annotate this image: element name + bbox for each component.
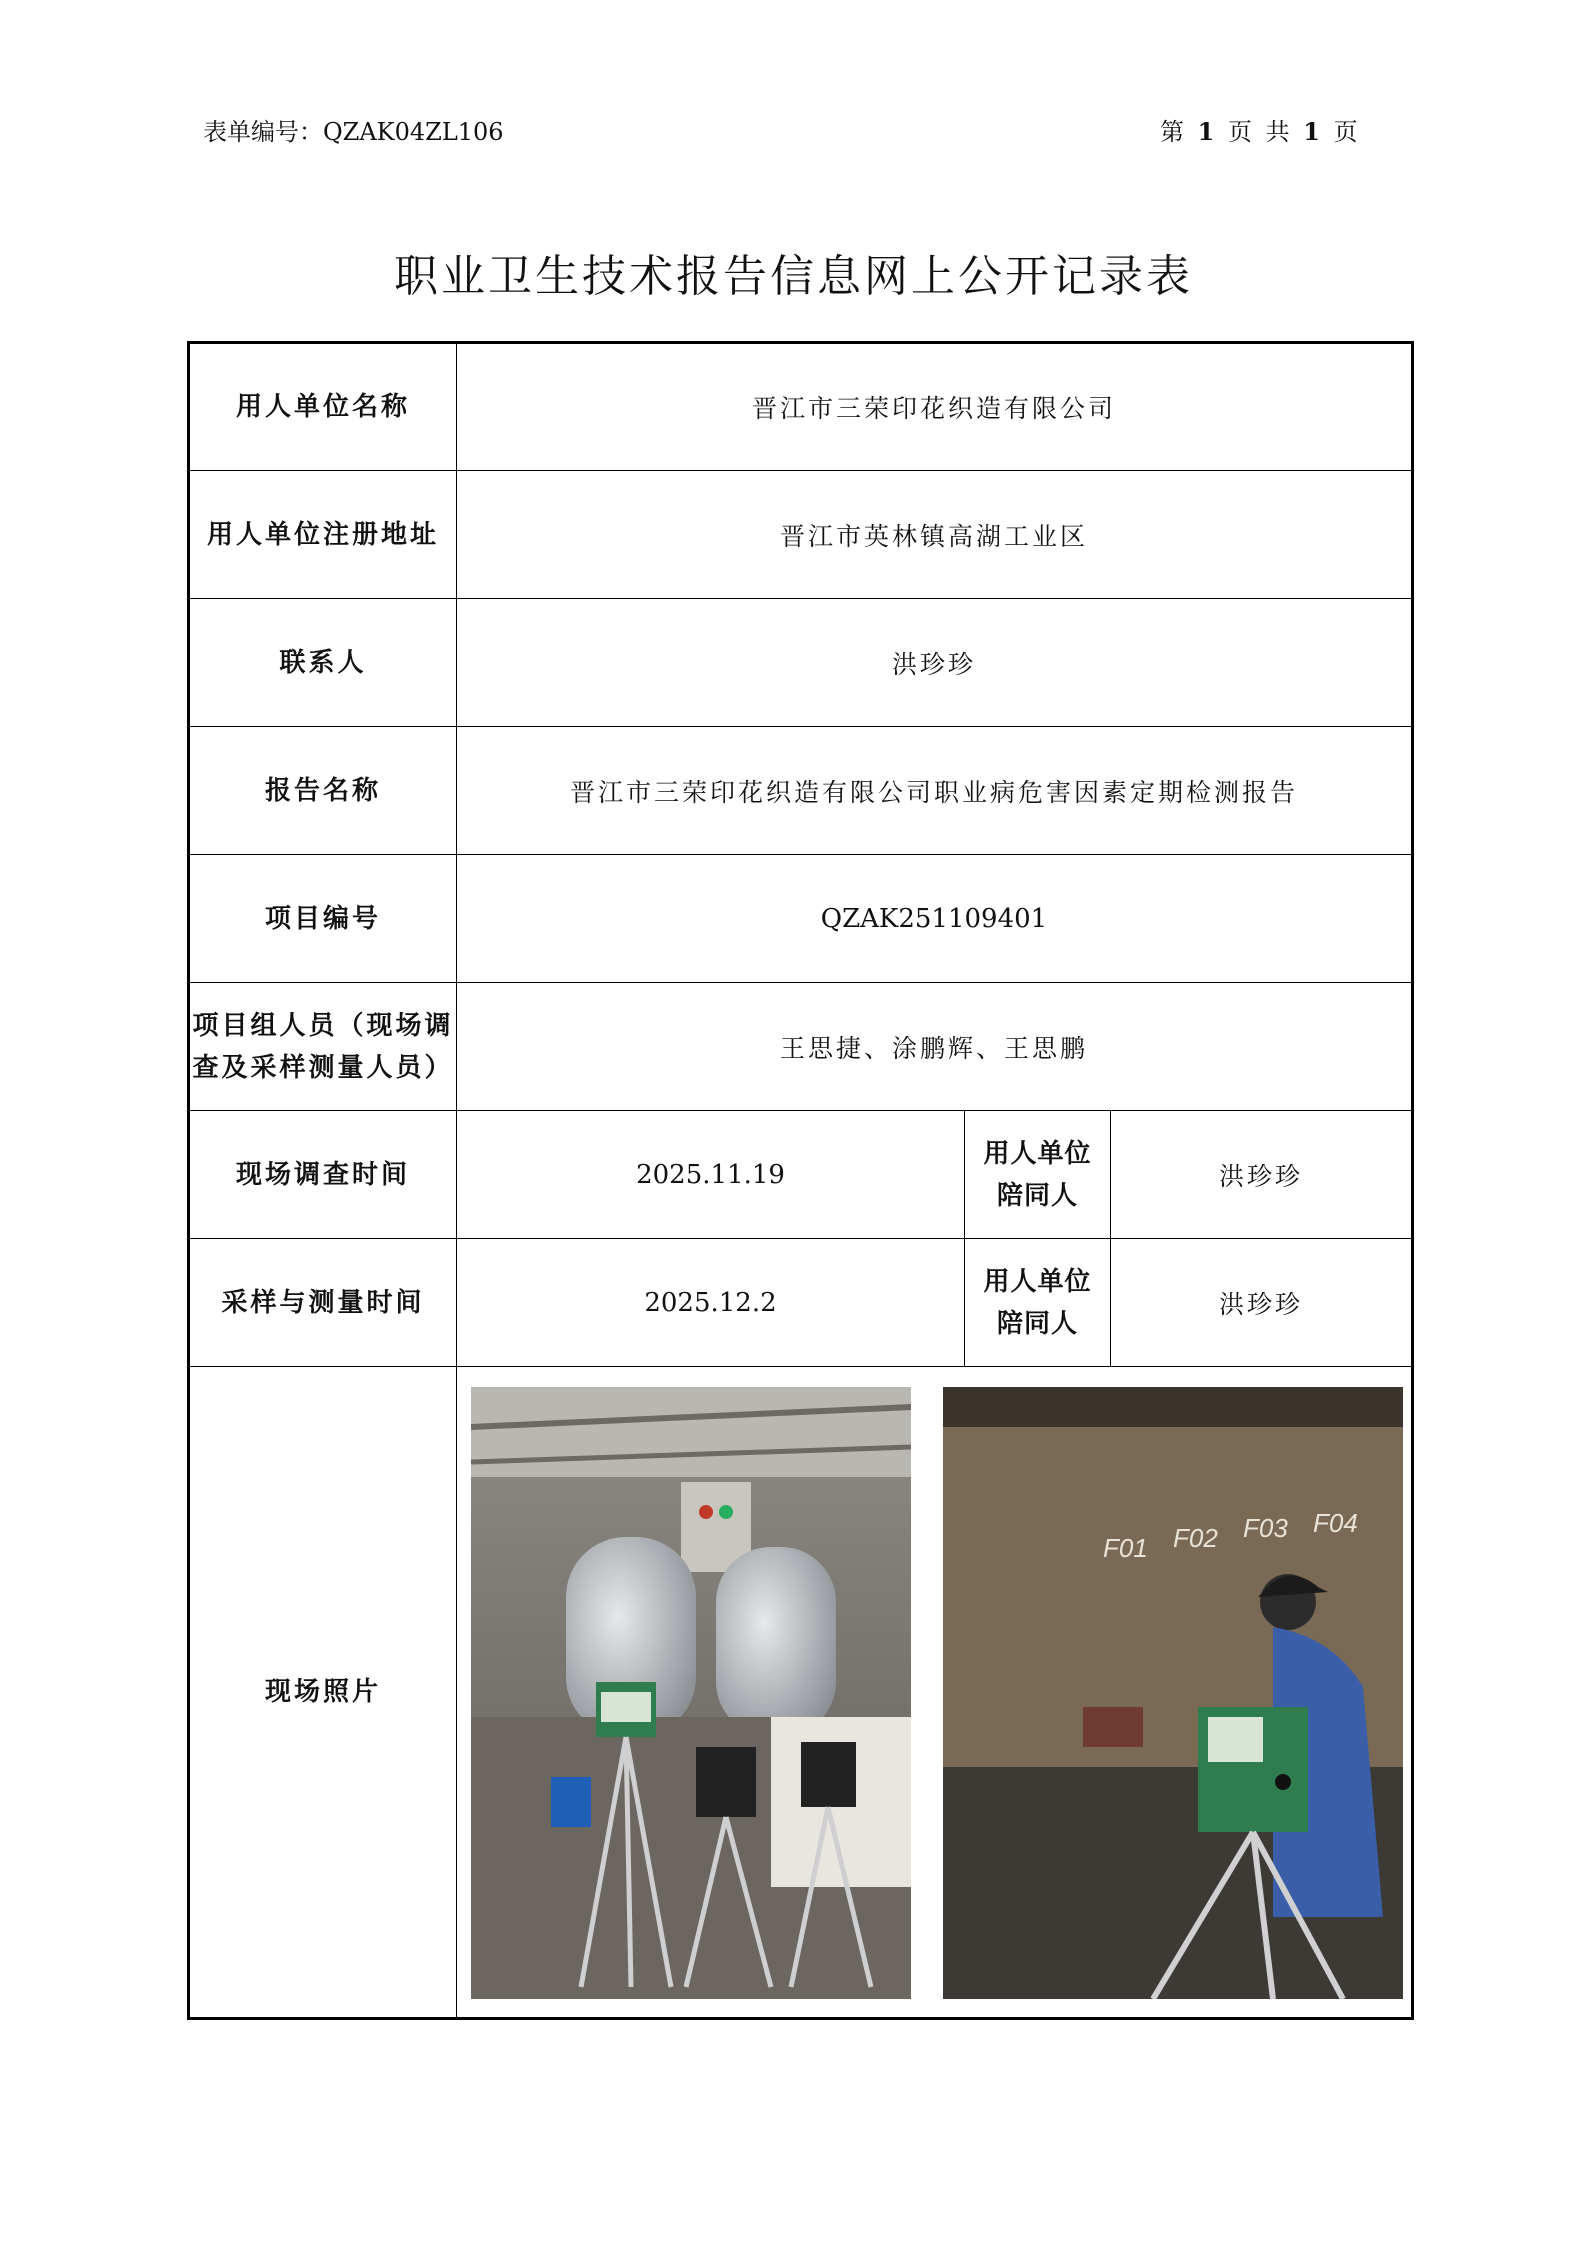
row-report-name xyxy=(189,727,1413,855)
sampling-escort-line2: 陪同人 xyxy=(996,1308,1078,1339)
contact-label: 联系人 xyxy=(189,599,457,727)
wall-mark-2: F02 xyxy=(1173,1523,1218,1553)
wall-mark-1: F01 xyxy=(1103,1533,1148,1563)
team-value: 王思捷、涂鹏辉、王思鹏 xyxy=(457,983,1413,1111)
employer-name-label: 用人单位名称 xyxy=(189,343,457,471)
row-team xyxy=(189,983,1413,1111)
form-number xyxy=(203,112,504,147)
survey-escort-label xyxy=(965,1111,1111,1239)
row-survey xyxy=(189,1111,1413,1239)
page-ye: 页 xyxy=(1227,118,1252,146)
sampling-date: 2025.12.2 xyxy=(457,1239,965,1367)
page-ye2: 页 xyxy=(1333,118,1358,146)
survey-escort-line1: 用人单位 xyxy=(983,1138,1092,1169)
team-label xyxy=(189,983,457,1111)
page-number: 1 xyxy=(1197,117,1215,146)
survey-escort-line2: 陪同人 xyxy=(996,1180,1078,1211)
employer-address-label: 用人单位注册地址 xyxy=(189,471,457,599)
team-label-line1: 项目组人员（现场调 xyxy=(192,1010,454,1041)
sampling-escort-label xyxy=(965,1239,1111,1367)
page-total: 1 xyxy=(1303,117,1320,146)
form-number-label: 表单编号： xyxy=(203,118,323,146)
wall-mark-4: F04 xyxy=(1313,1508,1358,1538)
form-number-value: QZAK04ZL106 xyxy=(323,118,504,146)
row-employer-address xyxy=(189,471,1413,599)
sampling-escort-line1: 用人单位 xyxy=(983,1266,1092,1297)
photos-cell xyxy=(457,1367,1413,2019)
site-photo-1 xyxy=(471,1387,911,1999)
page-di: 第 xyxy=(1160,118,1184,146)
survey-date: 2025.11.19 xyxy=(457,1111,965,1239)
wall-mark-3: F03 xyxy=(1243,1513,1288,1543)
project-no-label: 项目编号 xyxy=(189,855,457,983)
row-sampling xyxy=(189,1239,1413,1367)
page-gong: 共 xyxy=(1265,118,1290,146)
factory-machines-image xyxy=(471,1387,911,1999)
survey-label: 现场调查时间 xyxy=(189,1111,457,1239)
employer-name-value: 晋江市三荣印花织造有限公司 xyxy=(457,343,1413,471)
employer-address-value: 晋江市英林镇高湖工业区 xyxy=(457,471,1413,599)
contact-value: 洪珍珍 xyxy=(457,599,1413,727)
survey-escort-value: 洪珍珍 xyxy=(1111,1111,1413,1239)
photos-label: 现场照片 xyxy=(189,1367,457,2019)
page-indicator xyxy=(1160,112,1358,147)
team-label-line2: 查及采样测量人员） xyxy=(192,1052,454,1083)
site-photo-2 xyxy=(943,1387,1403,1999)
row-project-no xyxy=(189,855,1413,983)
sampling-escort-value: 洪珍珍 xyxy=(1111,1239,1413,1367)
report-name-value: 晋江市三荣印花织造有限公司职业病危害因素定期检测报告 xyxy=(457,727,1413,855)
report-name-label: 报告名称 xyxy=(189,727,457,855)
project-no-value: QZAK251109401 xyxy=(457,855,1413,983)
page-title: 职业卫生技术报告信息网上公开记录表 xyxy=(394,251,1193,302)
record-table xyxy=(187,341,1414,2020)
wall-sampling-image xyxy=(943,1387,1403,1999)
row-employer-name xyxy=(189,343,1413,471)
row-contact xyxy=(189,599,1413,727)
sampling-label: 采样与测量时间 xyxy=(189,1239,457,1367)
row-photos xyxy=(189,1367,1413,2019)
